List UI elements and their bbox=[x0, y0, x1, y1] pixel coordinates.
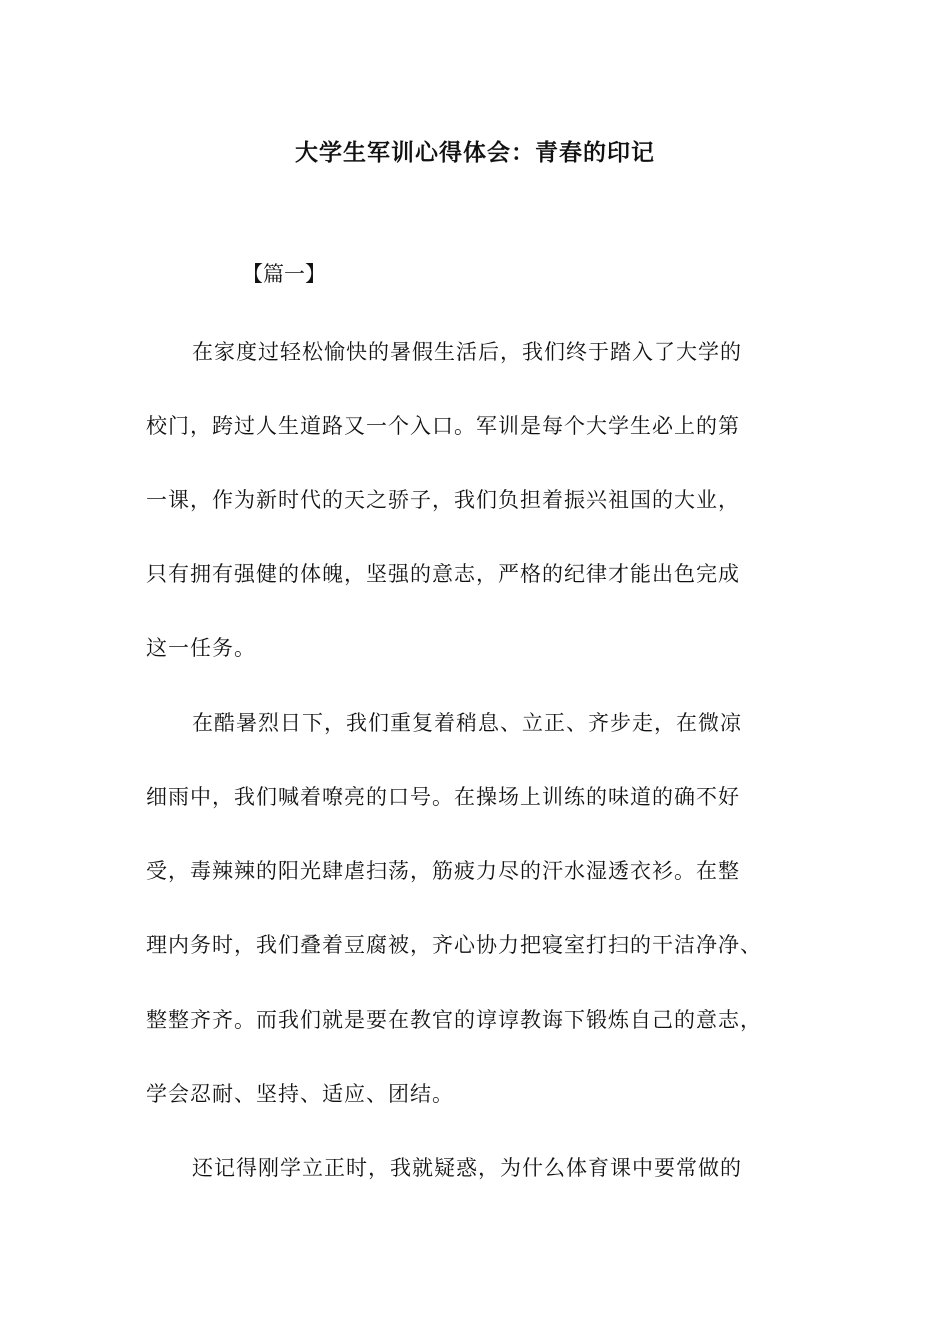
document-title: 大学生军训心得体会：青春的印记 bbox=[295, 139, 655, 166]
paragraph-line: 校门，跨过人生道路又一个入口。军训是每个大学生必上的第 bbox=[146, 414, 740, 438]
paragraph-line: 这一任务。 bbox=[146, 636, 256, 660]
paragraph-line: 学会忍耐、坚持、适应、团结。 bbox=[146, 1082, 454, 1106]
paragraph-line: 一课，作为新时代的天之骄子，我们负担着振兴祖国的大业， bbox=[146, 488, 740, 512]
paragraph-line: 受，毒辣辣的阳光肆虐扫荡，筋疲力尽的汗水湿透衣衫。在整 bbox=[146, 859, 740, 883]
paragraph-line: 细雨中，我们喊着嘹亮的口号。在操场上训练的味道的确不好 bbox=[146, 785, 740, 809]
paragraph-line: 整整齐齐。而我们就是要在教官的谆谆教诲下锻炼自己的意志， bbox=[146, 1008, 762, 1032]
section-label: 【篇一】 bbox=[242, 262, 326, 286]
paragraph-line: 还记得刚学立正时，我就疑惑，为什么体育课中要常做的 bbox=[192, 1156, 742, 1180]
paragraph-line: 在家度过轻松愉快的暑假生活后，我们终于踏入了大学的 bbox=[192, 340, 742, 364]
paragraph-line: 在酷暑烈日下，我们重复着稍息、立正、齐步走，在微凉 bbox=[192, 711, 742, 735]
paragraph-line: 理内务时，我们叠着豆腐被，齐心协力把寝室打扫的干洁净净、 bbox=[146, 933, 762, 957]
paragraph-line: 只有拥有强健的体魄，坚强的意志，严格的纪律才能出色完成 bbox=[146, 562, 740, 586]
